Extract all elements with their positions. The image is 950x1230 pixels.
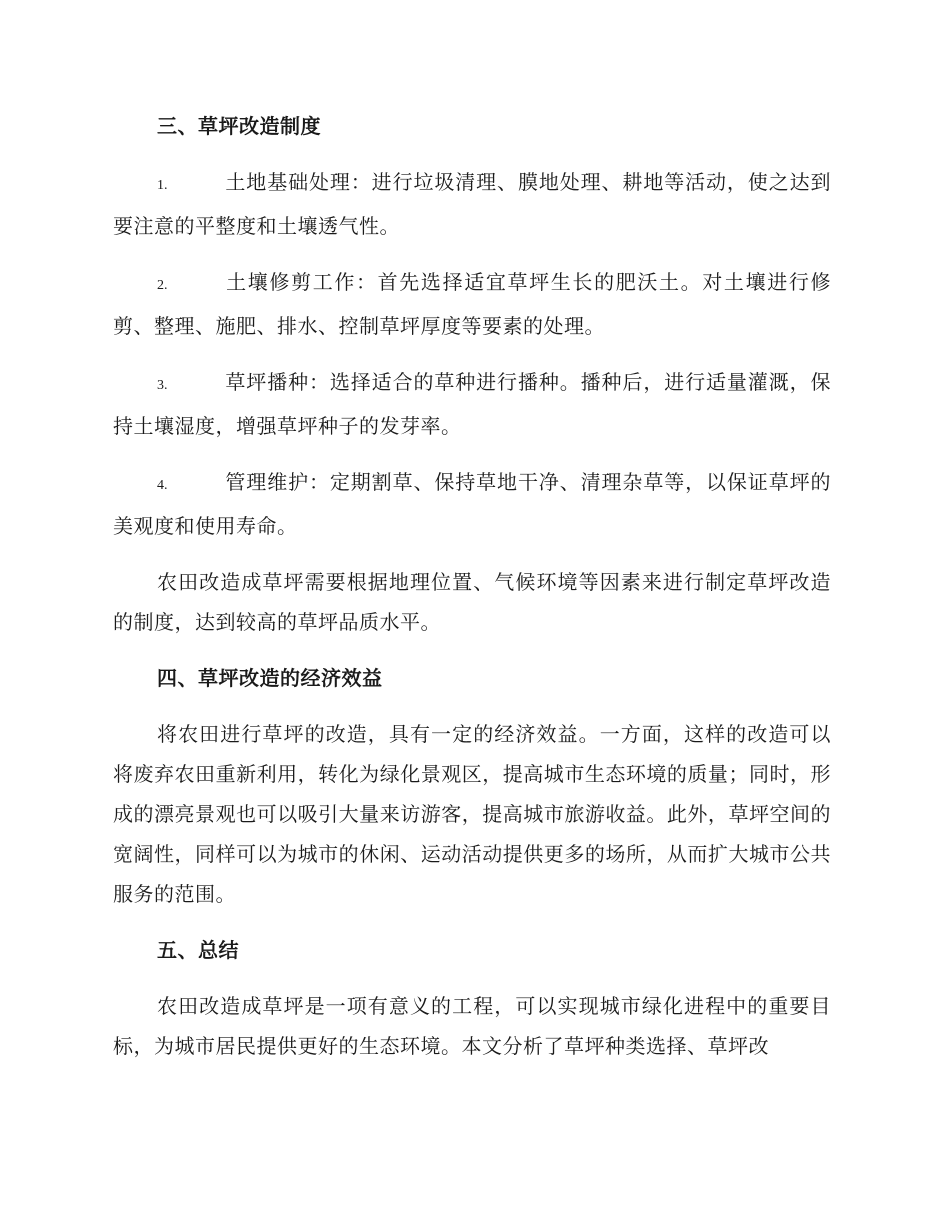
section-3-closing-paragraph: 农田改造成草坪需要根据地理位置、气候环境等因素来进行制定草坪改造的制度，达到较高的草坪品质水平。 — [113, 570, 831, 634]
section-4-paragraph: 将农田进行草坪的改造，具有一定的经济效益。一方面，这样的改造可以将废弃农田重新利用，转化为绿化景观区，提高城市生态环境的质量；同时，形成的漂亮景观也可以吸引大量来访游客，提高城市旅游收益。此外，草坪空间的宽阔性，同样可以为城市的休闲、运动活动提供更多的场所，从而扩大城市公共服务的范围。 — [113, 722, 831, 906]
section-5-heading: 五、总结 — [157, 938, 239, 962]
section-4-heading: 四、草坪改造的经济效益 — [157, 666, 383, 690]
document-page — [113, 106, 831, 1066]
list-number: 1. — [157, 178, 168, 193]
section-5-paragraph: 农田改造成草坪是一项有意义的工程，可以实现城市绿化进程中的重要目标，为城市居民提供更好的生态环境。本文分析了草坪种类选择、草坪改 — [113, 994, 831, 1058]
list-item-4 — [113, 462, 831, 546]
list-item-1 — [113, 162, 831, 246]
list-item-3 — [113, 362, 831, 446]
list-item-text: 管理维护：定期割草、保持草地干净、清理杂草等，以保证草坪的美观度和使用寿命。 — [113, 470, 831, 538]
list-item-text: 土地基础处理：进行垃圾清理、膜地处理、耕地等活动，使之达到要注意的平整度和土壤透气性。 — [113, 170, 831, 238]
list-item-2 — [113, 262, 831, 346]
list-number: 4. — [157, 478, 168, 493]
list-item-text: 土壤修剪工作：首先选择适宜草坪生长的肥沃土。对土壤进行修剪、整理、施肥、排水、控制草坪厚度等要素的处理。 — [113, 270, 831, 338]
section-3-heading: 三、草坪改造制度 — [157, 114, 321, 138]
list-number: 3. — [157, 378, 168, 393]
list-number: 2. — [157, 278, 168, 293]
list-item-text: 草坪播种：选择适合的草种进行播种。播种后，进行适量灌溉，保持土壤湿度，增强草坪种子的发芽率。 — [113, 370, 831, 438]
